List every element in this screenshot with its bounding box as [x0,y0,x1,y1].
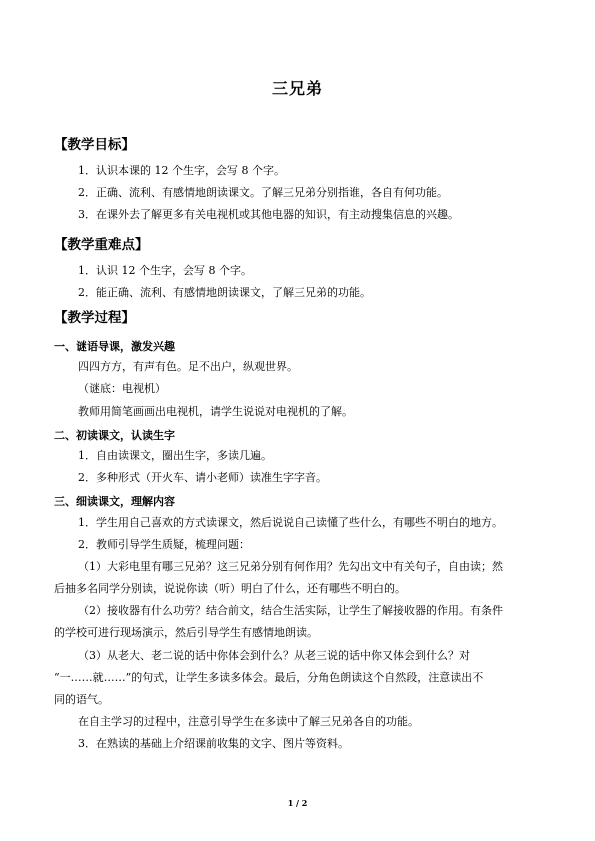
section-heading-key-points: 【教学重难点】 [54,237,149,253]
process-part1-line-3: 教师用简笔画画出电视机，请学生说说对电视机的了解。 [78,405,353,418]
process-part2-line-1: 1．自由读课文，圈出生字，多读几遍。 [78,449,272,462]
goal-item-1: 1．认识本课的 12 个生字，会写 8 个字。 [78,164,285,177]
process-part3-line-1: 1．学生用自己喜欢的方式读课文，然后说说自己读懂了些什么，有哪些不明白的地方。 [78,516,503,529]
process-part3-line-11: 3．在熟读的基础上介绍课前收集的文字、图片等资料。 [78,737,349,750]
process-part3-line-7: （3）从老大、老二说的话中你体会到什么？从老三说的话中你又体会到什么？对 [78,649,470,662]
process-part3-line-4: 后抽多名同学分别读，说说你读（听）明白了什么，还有哪些不明白的。 [54,582,406,595]
section-heading-process: 【教学过程】 [54,310,135,326]
process-part3-heading: 三、细读课文，理解内容 [54,495,175,508]
goal-item-3: 3．在课外去了解更多有关电视机或其他电器的知识，有主动搜集信息的兴趣。 [78,208,459,221]
process-part3-line-2: 2．教师引导学生质疑，梳理问题： [78,538,250,551]
process-part1-line-1: 四四方方，有声有色。足不出户，纵观世界。 [78,360,298,373]
process-part3-line-10: 在自主学习的过程中，注意引导学生在多读中了解三兄弟各自的功能。 [78,715,419,728]
process-part2-heading: 二、初读课文，认读生字 [54,429,175,442]
process-part2-line-2: 2．多种形式（开火车、请小老师）读准生字字音。 [78,471,327,484]
page-number: 1 / 2 [287,798,308,808]
page-title: 三兄弟 [271,79,323,98]
key-point-item-2: 2．能正确、流利、有感情地朗读课文，了解三兄弟的功能。 [78,286,371,299]
process-part3-line-6: 的学校可进行现场演示，然后引导学生有感情地朗读。 [54,626,318,639]
process-part3-line-9: 同的语气。 [54,693,109,706]
process-part1-heading: 一、谜语导课，激发兴趣 [54,340,175,353]
goal-item-2: 2．正确、流利、有感情地朗读课文。了解三兄弟分别指谁，各自有何功能。 [78,186,448,199]
key-point-item-1: 1．认识 12 个生字，会写 8 个字。 [78,264,252,277]
process-part3-line-5: （2）接收器有什么功劳？结合前文，结合生活实际，让学生了解接收器的作用。有条件 [78,604,503,617]
process-part1-line-2: （谜底：电视机） [78,382,166,395]
process-part3-line-3: （1）大彩电里有哪三兄弟？这三兄弟分别有何作用？先勾出文中有关句子，自由读；然 [78,560,503,573]
process-part3-line-8: “一……就……”的句式，让学生多读多体会。最后，分角色朗读这个自然段，注意读出不 [54,671,484,684]
section-heading-goals: 【教学目标】 [54,137,135,153]
